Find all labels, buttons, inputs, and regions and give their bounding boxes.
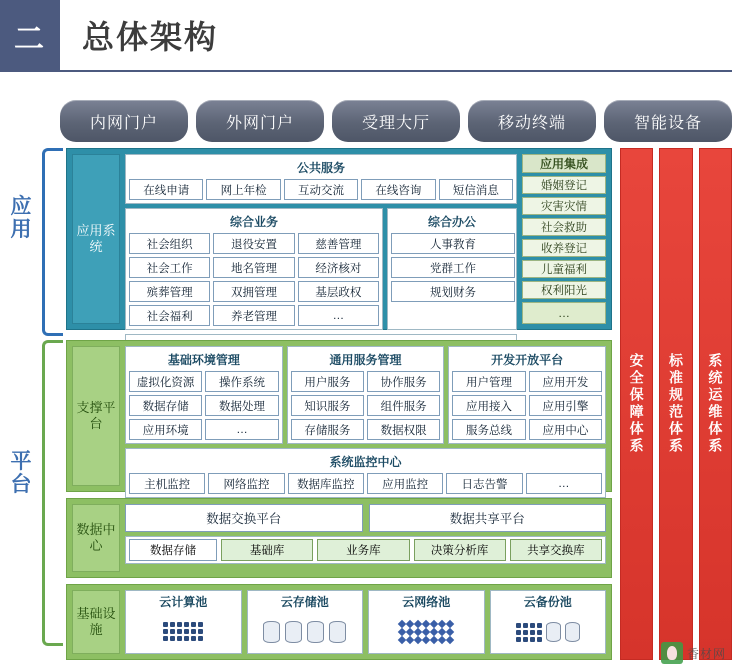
office-item[interactable]: 规划财务 — [391, 281, 515, 302]
infrastructure-label: 基础设施 — [72, 590, 120, 654]
basic-env-item[interactable]: 数据处理 — [205, 395, 278, 416]
dev-platform-item[interactable]: 应用开发 — [529, 371, 602, 392]
infrastructure-layer — [66, 584, 612, 660]
data-store-item[interactable]: 共享交换库 — [510, 539, 602, 561]
public-service-item[interactable]: 网上年检 — [206, 179, 280, 200]
data-store-item[interactable]: 业务库 — [317, 539, 409, 561]
cloud-compute-pool[interactable] — [125, 590, 242, 654]
business-item[interactable]: 社会福利 — [129, 305, 210, 326]
public-service-item[interactable]: 互动交流 — [284, 179, 358, 200]
monitor-item[interactable]: … — [526, 473, 602, 494]
common-service-item[interactable]: 组件服务 — [367, 395, 440, 416]
basic-env-item[interactable]: 虚拟化资源 — [129, 371, 202, 392]
portal-row — [60, 100, 732, 142]
system-monitor-title: 系统监控中心 — [329, 455, 402, 469]
integration-item[interactable]: 儿童福利 — [522, 260, 606, 278]
data-store-item[interactable]: 基础库 — [221, 539, 313, 561]
cloud-storage-pool-title: 云存储池 — [280, 595, 329, 609]
portal-item[interactable]: 外网门户 — [196, 100, 324, 142]
business-item[interactable]: … — [298, 305, 379, 326]
comprehensive-office-title: 综合办公 — [428, 215, 477, 229]
public-service-item[interactable]: 在线咨询 — [361, 179, 435, 200]
cloud-compute-pool-title: 云计算池 — [159, 595, 208, 609]
watermark — [661, 642, 726, 664]
dev-platform-panel — [448, 346, 606, 444]
application-layer — [66, 148, 612, 330]
watermark-logo-icon — [661, 642, 683, 664]
platform-brace — [42, 340, 63, 646]
common-service-title: 通用服务管理 — [329, 353, 402, 367]
business-item[interactable]: 社会工作 — [129, 257, 210, 278]
business-item[interactable]: 双拥管理 — [213, 281, 294, 302]
page-title: 总体架构 — [82, 19, 219, 55]
monitor-item[interactable]: 数据库监控 — [288, 473, 364, 494]
office-item[interactable]: 人事教育 — [391, 233, 515, 254]
basic-env-item[interactable]: … — [205, 419, 278, 440]
assurance-columns — [620, 148, 732, 660]
data-share-platform[interactable]: 数据共享平台 — [369, 504, 607, 532]
business-item[interactable]: 慈善管理 — [298, 233, 379, 254]
public-service-panel — [125, 154, 517, 204]
data-center-layer — [66, 498, 612, 578]
integration-item[interactable]: 收养登记 — [522, 239, 606, 257]
assurance-column-security: 安全保障体系 — [620, 148, 653, 660]
office-item[interactable]: 党群工作 — [391, 257, 515, 278]
application-side-label: 应用 — [10, 195, 32, 242]
section-number: 二 — [14, 23, 46, 56]
comprehensive-business-title: 综合业务 — [230, 215, 279, 229]
monitor-item[interactable]: 应用监控 — [367, 473, 443, 494]
server-rack-icon — [126, 610, 241, 653]
integration-item[interactable]: 社会救助 — [522, 218, 606, 236]
basic-env-item[interactable]: 数据存储 — [129, 395, 202, 416]
business-item[interactable]: 殡葬管理 — [129, 281, 210, 302]
data-exchange-platform[interactable]: 数据交换平台 — [125, 504, 363, 532]
portal-item[interactable]: 智能设备 — [604, 100, 732, 142]
business-item[interactable]: 基层政权 — [298, 281, 379, 302]
support-platform-layer — [66, 340, 612, 492]
slide-header — [0, 0, 732, 72]
system-monitor-panel — [125, 448, 606, 498]
basic-env-item[interactable]: 操作系统 — [205, 371, 278, 392]
cloud-storage-pool[interactable] — [247, 590, 364, 654]
dev-platform-item[interactable]: 服务总线 — [452, 419, 525, 440]
basic-env-item[interactable]: 应用环境 — [129, 419, 202, 440]
assurance-column-standards: 标准规范体系 — [659, 148, 692, 660]
integration-item[interactable]: 灾害灾情 — [522, 197, 606, 215]
backup-servers-icon — [491, 610, 606, 653]
integration-item[interactable]: 权利阳光 — [522, 281, 606, 299]
public-service-item[interactable]: 在线申请 — [129, 179, 203, 200]
business-item[interactable]: 经济核对 — [298, 257, 379, 278]
section-number-badge — [0, 0, 60, 72]
header-divider — [60, 70, 732, 72]
dev-platform-item[interactable]: 用户管理 — [452, 371, 525, 392]
business-item[interactable]: 退役安置 — [213, 233, 294, 254]
dev-platform-title: 开发开放平台 — [491, 353, 564, 367]
dev-platform-item[interactable]: 应用接入 — [452, 395, 525, 416]
portal-item[interactable]: 移动终端 — [468, 100, 596, 142]
comprehensive-business-panel — [125, 208, 383, 330]
common-service-item[interactable]: 知识服务 — [291, 395, 364, 416]
platform-side-label: 平台 — [10, 450, 32, 497]
public-service-item[interactable]: 短信消息 — [439, 179, 513, 200]
portal-item[interactable]: 内网门户 — [60, 100, 188, 142]
integration-title: 应用集成 — [522, 154, 606, 173]
common-service-item[interactable]: 数据权限 — [367, 419, 440, 440]
application-brace — [42, 148, 63, 336]
application-layer-label: 应用系统 — [72, 154, 120, 324]
monitor-item[interactable]: 日志告警 — [446, 473, 522, 494]
monitor-item[interactable]: 网络监控 — [208, 473, 284, 494]
common-service-item[interactable]: 用户服务 — [291, 371, 364, 392]
cloud-backup-pool-title: 云备份池 — [523, 595, 572, 609]
public-service-title: 公共服务 — [296, 161, 345, 175]
basic-env-panel — [125, 346, 283, 444]
application-integration-panel — [522, 154, 606, 324]
assurance-column-operations: 系统运维体系 — [699, 148, 732, 660]
data-store-item[interactable]: 决策分析库 — [414, 539, 506, 561]
basic-env-title: 基础环境管理 — [167, 353, 240, 367]
common-service-item[interactable]: 协作服务 — [367, 371, 440, 392]
data-center-label: 数据中心 — [72, 504, 120, 572]
portal-item[interactable]: 受理大厅 — [332, 100, 460, 142]
data-store-row — [125, 536, 606, 564]
business-item[interactable]: 社会组织 — [129, 233, 210, 254]
support-platform-label: 支撑平台 — [72, 346, 120, 486]
cloud-backup-pool[interactable] — [490, 590, 607, 654]
business-item[interactable]: 养老管理 — [213, 305, 294, 326]
monitor-item[interactable]: 主机监控 — [129, 473, 205, 494]
cloud-network-pool[interactable] — [368, 590, 485, 654]
watermark-text: 香材网 — [686, 646, 726, 661]
dev-platform-item[interactable]: 应用引擎 — [529, 395, 602, 416]
business-item[interactable]: 地名管理 — [213, 257, 294, 278]
comprehensive-office-panel — [387, 208, 517, 330]
dev-platform-item[interactable]: 应用中心 — [529, 419, 602, 440]
cloud-network-pool-title: 云网络池 — [402, 595, 451, 609]
database-cylinder-icon — [248, 610, 363, 653]
integration-more[interactable]: … — [522, 302, 606, 324]
data-storage-label: 数据存储 — [129, 539, 217, 561]
integration-item[interactable]: 婚姻登记 — [522, 176, 606, 194]
common-service-item[interactable]: 存储服务 — [291, 419, 364, 440]
common-service-panel — [287, 346, 445, 444]
network-mesh-icon — [369, 610, 484, 653]
